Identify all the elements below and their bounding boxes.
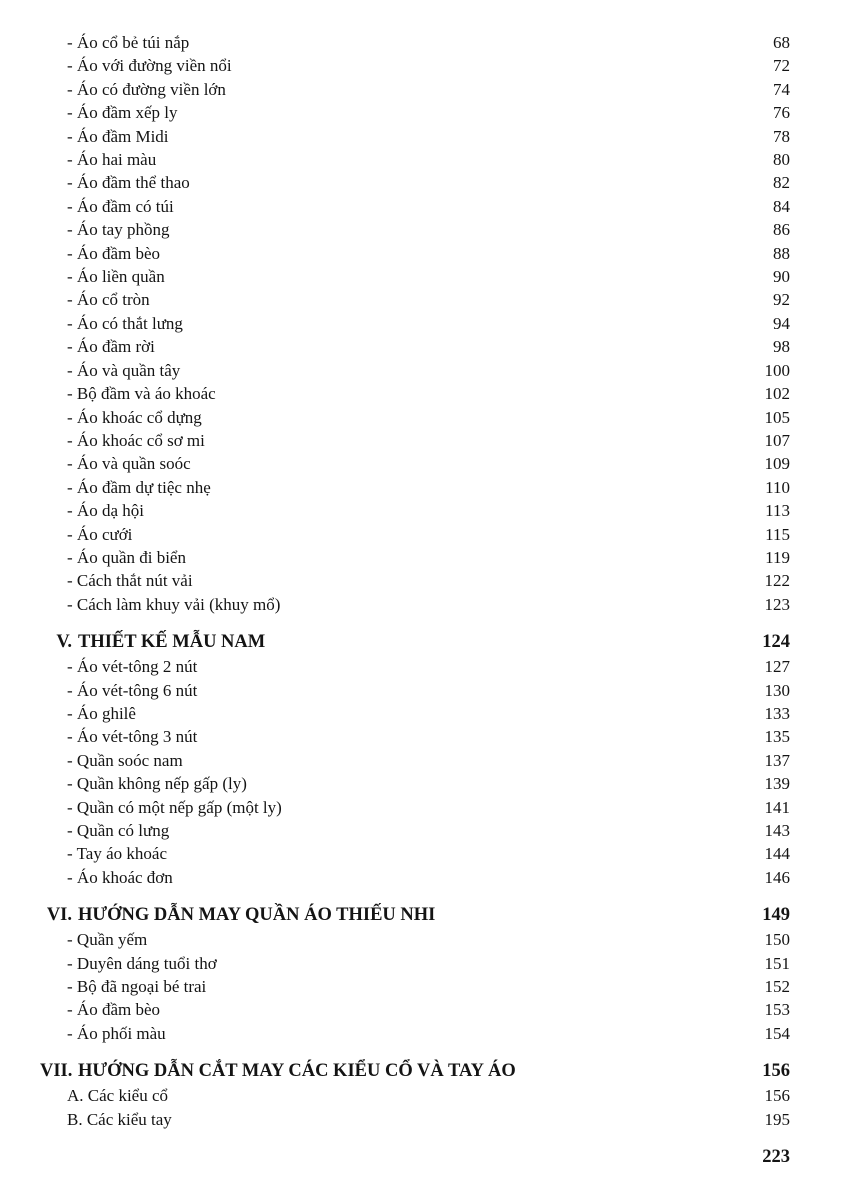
- toc-entry: [40, 452, 790, 475]
- toc-section-heading: [40, 1058, 790, 1084]
- toc-section-heading: [40, 629, 790, 655]
- toc-entry-page-number: 86: [773, 220, 790, 240]
- toc-entry-label: - Cách thắt nút vải: [67, 571, 193, 591]
- toc-entry-page-number: 80: [773, 150, 790, 170]
- page-footer: [40, 1145, 790, 1169]
- toc-entry: [40, 796, 790, 819]
- footer-page-number: 223: [762, 1147, 790, 1168]
- toc-entry: [40, 569, 790, 592]
- toc-entry-page-number: 78: [773, 126, 790, 146]
- toc-entry: [40, 406, 790, 429]
- toc-entry-label: - Áo vét-tông 2 nút: [67, 657, 198, 677]
- toc-entry-page-number: 153: [764, 1000, 790, 1020]
- toc-entry-label: - Quần soóc nam: [67, 750, 183, 770]
- toc-entry-label: - Cách làm khuy vải (khuy mổ): [67, 594, 281, 614]
- toc-entry-label: - Quần không nếp gấp (ly): [67, 774, 247, 794]
- toc-entry-label: - Áo tay phồng: [67, 220, 170, 240]
- toc-entry-label: - Áo khoác cổ sơ mi: [67, 430, 205, 450]
- toc-entry: [40, 975, 790, 998]
- toc-entry: [40, 655, 790, 678]
- toc-entry-label: - Áo đầm Midi: [67, 126, 169, 146]
- toc-entry-page-number: 150: [764, 930, 790, 950]
- toc-entry-page-number: 102: [764, 384, 790, 404]
- toc-entry-page-number: 135: [764, 727, 790, 747]
- toc-entry-page-number: 107: [764, 430, 790, 450]
- toc-entry: [40, 523, 790, 546]
- toc-entry-page-number: 82: [773, 173, 790, 193]
- toc-entry-label: - Quần yếm: [67, 930, 148, 950]
- toc-entry: [40, 952, 790, 975]
- toc-entry: [40, 998, 790, 1021]
- toc-entry-label: - Áo đầm thể thao: [67, 173, 190, 193]
- toc-entry-page-number: 151: [764, 953, 790, 973]
- toc-entry: [40, 725, 790, 748]
- toc-entry-label: - Áo cưới: [67, 524, 133, 544]
- toc-entry-label: - Áo đầm rời: [67, 337, 155, 357]
- toc-entry-page-number: 130: [764, 680, 790, 700]
- toc-entry-page-number: 110: [765, 477, 790, 497]
- toc-section-numeral: VI.: [46, 905, 72, 926]
- toc-entry-label: - Áo có đường viền lớn: [67, 79, 226, 99]
- toc-entry-page-number: 127: [764, 657, 790, 677]
- toc-entry: [40, 312, 790, 335]
- toc-section-heading-label: [40, 902, 435, 928]
- toc-entry-page-number: 139: [764, 774, 790, 794]
- toc-entry-label: - Áo đầm bèo: [67, 243, 161, 263]
- toc-entry: [40, 382, 790, 405]
- toc-entry: [40, 242, 790, 265]
- toc-entry-label: - Áo cổ bẻ túi nắp: [67, 33, 190, 52]
- toc-entry-label: - Áo và quần soóc: [67, 454, 191, 474]
- toc-entry-label: - Bộ đầm và áo khoác: [67, 384, 216, 404]
- toc-entry: [40, 359, 790, 382]
- toc-entry: [40, 702, 790, 725]
- toc-entry: [40, 78, 790, 101]
- toc-entry: [40, 335, 790, 358]
- toc-entry-page-number: 100: [764, 360, 790, 380]
- toc-section-page-number: 156: [762, 1061, 790, 1082]
- toc-entry-label: - Áo dạ hội: [67, 501, 144, 521]
- toc-entry-label: - Áo phối màu: [67, 1023, 166, 1043]
- toc-entry-label: - Áo quần đi biển: [67, 547, 186, 567]
- toc-entry-page-number: 141: [764, 797, 790, 817]
- toc-entry-label: - Áo và quần tây: [67, 360, 181, 380]
- toc-entry: [40, 171, 790, 194]
- toc-entry-page-number: 113: [765, 501, 790, 521]
- toc-entry: [40, 54, 790, 77]
- toc-entry-label: - Quần có một nếp gấp (một ly): [67, 797, 282, 817]
- toc-section-numeral: V.: [56, 632, 72, 653]
- toc-entry-label: - Áo vét-tông 3 nút: [67, 727, 198, 747]
- toc-entry: [40, 101, 790, 124]
- toc-entry: [40, 265, 790, 288]
- toc-section-title: THIẾT KẾ MẪU NAM: [78, 632, 266, 653]
- toc-entry: [40, 499, 790, 522]
- toc-entry: [40, 772, 790, 795]
- toc-entry-page-number: 152: [764, 977, 790, 997]
- toc-list: [40, 31, 790, 1131]
- toc-entry-page-number: 98: [773, 337, 790, 357]
- toc-entry: [40, 195, 790, 218]
- toc-entry: [40, 31, 790, 54]
- toc-entry-label: - Áo đầm dự tiệc nhẹ: [67, 477, 211, 497]
- toc-entry: [40, 429, 790, 452]
- toc-entry-page-number: 119: [765, 547, 790, 567]
- toc-section-title: HƯỚNG DẪN MAY QUẦN ÁO THIẾU NHI: [78, 905, 436, 926]
- toc-section-heading-label: [40, 629, 265, 655]
- toc-entry-label: - Áo ghilê: [67, 703, 136, 723]
- toc-entry: [40, 218, 790, 241]
- toc-entry-page-number: 137: [764, 750, 790, 770]
- toc-entry-page-number: 68: [773, 33, 790, 52]
- toc-entry-page-number: 105: [764, 407, 790, 427]
- toc-entry: [40, 819, 790, 842]
- toc-entry-label: - Áo khoác đơn: [67, 867, 173, 887]
- toc-entry-label: - Áo đầm có túi: [67, 196, 174, 216]
- toc-entry-page-number: 133: [764, 703, 790, 723]
- toc-entry: [40, 546, 790, 569]
- toc-entry-label: - Áo cổ tròn: [67, 290, 150, 310]
- toc-entry-label: - Áo đầm xếp ly: [67, 103, 178, 123]
- toc-entry-label: - Quần có lưng: [67, 821, 170, 840]
- toc-entry-page-number: 156: [764, 1086, 790, 1106]
- toc-entry-page-number: 144: [764, 844, 790, 864]
- toc-entry-label: - Duyên dáng tuổi thơ: [67, 953, 217, 973]
- toc-entry: [40, 679, 790, 702]
- toc-entry-label: B. Các kiểu tay: [67, 1109, 172, 1129]
- toc-entry-label: - Áo đầm bèo: [67, 1000, 161, 1020]
- toc-entry-page-number: 154: [764, 1023, 790, 1043]
- toc-entry: [40, 1084, 790, 1107]
- toc-entry-page-number: 115: [765, 524, 790, 544]
- toc-entry-label: A. Các kiểu cổ: [67, 1086, 169, 1106]
- toc-entry: [40, 125, 790, 148]
- toc-entry-page-number: 92: [773, 290, 790, 310]
- toc-entry-page-number: 143: [764, 821, 790, 840]
- toc-entry: [40, 1108, 790, 1131]
- toc-section-heading: [40, 902, 790, 928]
- toc-entry: [40, 749, 790, 772]
- toc-entry: [40, 866, 790, 889]
- toc-entry-label: - Áo có thắt lưng: [67, 313, 183, 333]
- toc-entry-label: - Bộ đã ngoại bé trai: [67, 977, 207, 997]
- toc-entry-page-number: 195: [764, 1109, 790, 1129]
- toc-section-heading-label: [40, 1058, 516, 1084]
- toc-entry-label: - Áo vét-tông 6 nút: [67, 680, 198, 700]
- toc-entry-page-number: 122: [764, 571, 790, 591]
- toc-entry-page-number: 109: [764, 454, 790, 474]
- toc-entry: [40, 842, 790, 865]
- toc-entry-page-number: 123: [764, 594, 790, 614]
- toc-entry: [40, 476, 790, 499]
- toc-entry-page-number: 74: [773, 79, 790, 99]
- toc-entry-page-number: 146: [764, 867, 790, 887]
- toc-entry: [40, 1022, 790, 1045]
- toc-entry-label: - Áo hai màu: [67, 150, 157, 170]
- toc-section-page-number: 149: [762, 905, 790, 926]
- toc-entry-label: - Áo liền quần: [67, 267, 165, 287]
- toc-section-page-number: 124: [762, 632, 790, 653]
- toc-section-numeral: VII.: [40, 1061, 73, 1082]
- toc-entry: [40, 928, 790, 951]
- toc-entry-page-number: 76: [773, 103, 790, 123]
- toc-entry-page-number: 72: [773, 56, 790, 76]
- toc-entry: [40, 148, 790, 171]
- toc-entry-label: - Áo khoác cổ dựng: [67, 407, 202, 427]
- toc-entry-page-number: 90: [773, 267, 790, 287]
- toc-entry-page-number: 94: [773, 313, 790, 333]
- toc-entry-label: - Áo với đường viền nổi: [67, 56, 232, 76]
- toc-entry-page-number: 88: [773, 243, 790, 263]
- toc-entry: [40, 288, 790, 311]
- toc-section-title: HƯỚNG DẪN CẮT MAY CÁC KIỂU CỔ VÀ TAY ÁO: [78, 1061, 516, 1082]
- toc-entry: [40, 593, 790, 616]
- toc-entry-page-number: 84: [773, 196, 790, 216]
- toc-entry-label: - Tay áo khoác: [67, 844, 167, 864]
